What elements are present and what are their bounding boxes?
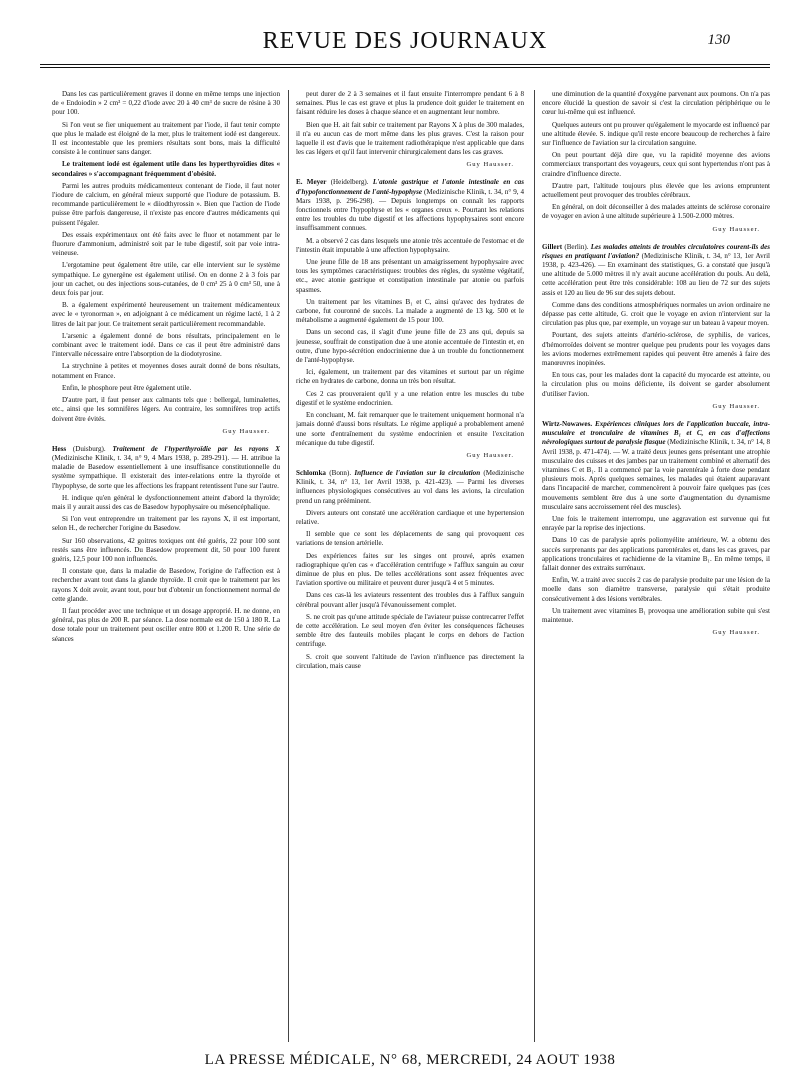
article-title: L'atonie gastrique et l'atonie intestinale en cas d'hypofonctionnement de l'anté-hypophyse bbox=[296, 178, 524, 196]
paragraph: Bien que H. ait fait subir ce traitement par Rayons X à plus de 300 malades, il n'a eu aucun cas de mort même dans les plus graves. C'est la raison pour laquelle il est d'avis que le traitement radiothérapique n'est applicable que dans les cas légers et qu'il faut intervenir chirurgicalement dans les cas graves. bbox=[296, 120, 524, 157]
article-city: (Duisburg). bbox=[72, 444, 106, 453]
article-city: (Bonn). bbox=[329, 468, 352, 477]
article-author: Wirtz-Nowawes. bbox=[542, 419, 593, 428]
article-title: Expériences cliniques lors de l'application buccale, intra-musculaire et tronculaire de vitamines B₁ et C, en cas d'affections névrologiques surtout de paralysie flasque bbox=[542, 419, 770, 447]
paragraph: H. indique qu'en général le dysfonctionnement atteint d'abord la thyroïde; mais il y aurait aussi des cas de Basedow hypophysaire ou mésencéphalique. bbox=[52, 493, 280, 511]
paragraph: Dans ces cas-là les aviateurs ressentent des troubles dus à l'afflux sanguin cérébral pouvant aller jusqu'à l'évanouissement complet. bbox=[296, 591, 524, 609]
article-heading bbox=[52, 445, 280, 491]
article-reference: (Medizinische Klinik, t. 34, n° 14, 8 Avril 1938, p. 471-474). — W. a traité deux jeunes gens présentant une atrophie musculaire des cuisses et des jambes par un traitement combiné et alternatif des vitamines C et B₁. Il a commencé par la voie parentérale à forte dose pendant plusieurs mois. Après quelques semaines, les malades qui étaient auparavant dans l'incapacité de marcher, commencèrent à pouvoir faire quelques pas (ces mouvements semblent être dus à une sorte d'augmentation du dynamisme musculaire sans accroissement réel des muscles). bbox=[542, 438, 770, 511]
article-title: Les malades atteints de troubles circulatoires courent-ils des risques en pratiquant l'aviation? bbox=[542, 242, 770, 260]
article-reference: (Medizinische Klinik, t. 34, n° 13, 1er Avril 1938, p. 421-423). — Parmi les diverses influences physiologiques consécutives au vol dans les avions, la circulation prend un rang prééminent. bbox=[296, 468, 524, 505]
paragraph: S. croit que souvent l'altitude de l'avion n'influence pas directement la circulation, mais cause bbox=[296, 652, 524, 670]
paragraph: Il faut procéder avec une technique et un dosage approprié. H. ne donne, en général, pas plus de 200 R. par séance. La dose normale est de 150 à 180 R. La dose totale pour un traitement peut osciller entre 800 et 1.200 R. Une série de séances bbox=[52, 606, 280, 643]
paragraph: D'autre part, l'altitude toujours plus élevée que les avions empruntent actuellement peut provoquer des troubles cérébraux. bbox=[542, 181, 770, 200]
article-author: Hess bbox=[52, 444, 67, 453]
article-heading bbox=[542, 243, 770, 298]
article-author: Gillert bbox=[542, 242, 563, 251]
paragraph: Un traitement avec vitamines B₁ provoqua une amélioration subite qui s'est maintenue. bbox=[542, 606, 770, 624]
paragraph: Une jeune fille de 18 ans présentant un amaigrissement hypophysaire avec tous les symptômes caractéristiques: troubles des règles, du système végétatif, etc., avec atonie gastrique et constipation intestinale par atonie ou parfois spasmes. bbox=[296, 258, 524, 294]
paragraph: L'ergotamine peut également être utile, car elle intervient sur le système sympathique. Le gynergène est également utilisé. On en donne 2 à 3 fois par jour un cachet, ou des injections sous-cutanées, de 0 cm³ 25 à 0 cm³ 50, une à deux fois par jour. bbox=[52, 261, 280, 298]
paragraph: Le traitement iodé est également utile dans les hyperthyroïdies dites « secondaires » s'accompagnant fréquemment d'obésité. bbox=[52, 160, 280, 178]
column-2 bbox=[296, 90, 524, 1042]
article-title: Traitement de l'hyperthyroïdie par les rayons X bbox=[112, 444, 280, 453]
header-rule bbox=[40, 64, 770, 65]
article-title: Influence de l'aviation sur la circulation bbox=[354, 468, 481, 477]
paragraph: La strychnine à petites et moyennes doses aurait donné de bons résultats, notamment en France. bbox=[52, 362, 280, 380]
article-reference: (Medizinische Klinik, t. 34, n° 13, 1er Avril 1938, p. 423-426). — En examinant des statistiques, G. a constaté que jusqu'à une altitude de 5.000 mètres il n'y avait aucune accélération du pouls. Au delà, cette accélération peut être très considérable: 108 au lieu de 72 sur des sujets assis et 120 au lieu de 96 sur des sujets debout. bbox=[542, 251, 770, 297]
paragraph: Des expériences faites sur les singes ont prouvé, après examen radiographique qu'en cas « d'accélération centrifuge » l'afflux sanguin au cœur diminue de plus en plus. De telles accélérations sont assez fréquentes avec l'aviation sportive ou militaire et peuvent durer jusqu'à 4 et 5 minutes. bbox=[296, 551, 524, 588]
paragraph: M. a observé 2 cas dans lesquels une atonie très accentuée de l'estomac et de l'intestin était imputable à une affection hypophysaire. bbox=[296, 236, 524, 254]
paragraph: Ces 2 cas prouveraient qu'il y a une relation entre les muscles du tube digestif et le système endocrinien. bbox=[296, 389, 524, 407]
article-heading bbox=[296, 469, 524, 506]
article-city: (Berlin). bbox=[564, 242, 589, 251]
paragraph: Il constate que, dans la maladie de Basedow, l'origine de l'affection est à rechercher avant tout dans la glande thyroïde. Il croit que le traitement par les rayons X doit avoir, avant tout, pour but d'obtenir un fonctionnement normal de cette glande. bbox=[52, 567, 280, 603]
article-heading bbox=[542, 420, 770, 512]
header-rule-thin bbox=[40, 67, 770, 68]
author-signature: Guy Hausser. bbox=[222, 427, 270, 435]
article-columns bbox=[52, 90, 772, 1042]
paragraph: Si l'on veut se fier uniquement au traitement par l'iode, il faut tenir compte que plus le malade est éloigné de la mer, plus le traitement iodé est dangereux. Il est incontestable que les premiers résultats sont bons, mais la difficulté consiste à le continuer sans danger. bbox=[52, 120, 280, 157]
paragraph: Pourtant, des sujets atteints d'artério-sclérose, de syphilis, de varices, d'hémorroïdes doivent se montrer quelque peu prudents pour les voyages dans les avions modernes extrêmement rapides qui peuvent être amenés à faire des manœuvres inopinées. bbox=[542, 331, 770, 368]
article-heading bbox=[296, 178, 524, 233]
author-signature: Guy Hausser. bbox=[466, 451, 514, 459]
paragraph: S. ne croit pas qu'une attitude spéciale de l'aviateur puisse contrecarrer l'effet de cette accélération. Le seul moyen d'en éviter les conséquences fâcheuses semble être des fauteuils mobiles plaçant le corps en dehors de l'action centrifuge. bbox=[296, 612, 524, 649]
column-divider bbox=[288, 90, 289, 1042]
page-title: REVUE DES JOURNAUX bbox=[262, 28, 548, 54]
paragraph: Dans un second cas, il s'agit d'une jeune fille de 23 ans qui, depuis sa jeunesse, souffrait de constipation due à une atonie accentuée de l'intestin et, en outre, d'une hypo-sécrétion endocrinienne due à un trouble du fonctionnement de l'anté-hypophyse. bbox=[296, 328, 524, 365]
paragraph: En général, on doit déconseiller à des malades atteints de sclérose coronaire de voyager en avion à une altitude supérieure à 1.500-2.000 mètres. bbox=[542, 203, 770, 221]
paragraph: Sur 160 observations, 42 goitres toxiques ont été guéris, 22 pour 100 sont restés sans être influencés. Du Basedow proprement dit, 50 pour 100 furent guéris, 12,5 pour 100 non influencés. bbox=[52, 536, 280, 563]
author-signature: Guy Hausser. bbox=[712, 402, 760, 410]
paragraph: Enfin, W. a traité avec succès 2 cas de paralysie produite par une lésion de la moelle dans son diamètre transverse, paralysie qui s'était produite consécutivement à des lésions vertébrales. bbox=[542, 576, 770, 603]
paragraph: B. a également expérimenté heureusement un traitement médicamenteux avec le « tyronorman », en adjoignant à ce médicament un régime lacté, 1 à 2 litres de lait par jour. Ce traitement serait particulièrement recommandable. bbox=[52, 301, 280, 328]
paragraph: L'arsenic a également donné de bons résultats, principalement en le combinant avec le traitement iodé. Dans ce cas il peut être administré dans l'intervalle nécessaire entre l'absorption de la diodotyrosine. bbox=[52, 331, 280, 359]
paragraph: En tous cas, pour les malades dont la capacité du myocarde est atteinte, ou la circulation plus ou moins déficiente, ils doivent se garder absolument d'utiliser l'avion. bbox=[542, 371, 770, 398]
author-signature: Guy Hausser. bbox=[712, 225, 760, 233]
paragraph: On peut pourtant déjà dire que, vu la rapidité moyenne des avions commerciaux transportant des voyageurs, ceux qui sont hypertendus n'ont pas à craindre d'influence directe. bbox=[542, 151, 770, 178]
paragraph: une diminution de la quantité d'oxygène parvenant aux poumons. On n'a pas encore élucidé la question de savoir si c'est la circulation périphérique ou le cœur lui-même qui est influencé. bbox=[542, 90, 770, 117]
page-header bbox=[40, 20, 770, 66]
paragraph: Quelques auteurs ont pu prouver qu'également le myocarde est influencé par une altitude élevée. S. indique qu'il reste encore beaucoup de recherches à faire sur l'influence de l'aviation sur la circulation sanguine. bbox=[542, 120, 770, 148]
paragraph: Ici, également, un traitement par des vitamines et surtout par un régime riche en hydrates de carbone, donna un très bon résultat. bbox=[296, 368, 524, 386]
column-divider bbox=[534, 90, 535, 1042]
paragraph: Enfin, le phosphore peut être également utile. bbox=[62, 383, 192, 392]
paragraph: Si l'on veut entreprendre un traitement par les rayons X, il est important, selon H., de rechercher l'origine du Basedow. bbox=[52, 515, 280, 533]
paragraph: Dans les cas particulièrement graves il donne en même temps une injection de « Endoiodin » 2 cm³ = 0,22 d'iode avec 20 à 40 cm³ de sucre de résine à 30 pour 100. bbox=[52, 90, 280, 117]
article-author: Schlomka bbox=[296, 468, 326, 477]
article-reference: (Medizinische Klinik, t. 34, n° 9, 4 Mars 1938, p. 296-298). — Depuis longtemps on connaît les rapports fonctionnels entre l'hypophyse et les « organes creux ». Pourtant les relations entre les troubles du tube digestif et les affections hypophysaires sont encore insuffisamment connues. bbox=[296, 187, 524, 233]
paragraph: peut durer de 2 à 3 semaines et il faut ensuite l'interrompre pendant 6 à 8 semaines. Plus le cas est grave et plus la prudence doit guider le traitement en faisant réduire les doses à chaque séance et en augmentant leur nombre. bbox=[296, 90, 524, 117]
paragraph: Divers auteurs ont constaté une accélération cardiaque et une hypertension relative. bbox=[296, 508, 524, 526]
paragraph: Un traitement par les vitamines B₁ et C, ainsi qu'avec des hydrates de carbone, fut couronné de succès. La malade a augmenté de 13 kg. 500 et le métabolisme a augmenté également de 15 pour 100. bbox=[296, 297, 524, 325]
paragraph: En concluant, M. fait remarquer que le traitement uniquement hormonal n'a jamais donné d'aussi bons résultats. Le régime appliqué a probablement amené une sorte d'entraînement du système endocrinien et ensuite l'excitation mécanique du tube digestif. bbox=[296, 411, 524, 447]
author-signature: Guy Hausser. bbox=[466, 161, 514, 169]
paragraph: D'autre part, il faut penser aux calmants tels que : bellergal, luminalettes, etc., ainsi que les somnifères légers. Au contraire, les somnifères trop actifs doivent être évités. bbox=[52, 396, 280, 423]
page-number: 130 bbox=[707, 32, 730, 48]
paragraph: Une fois le traitement interrompu, une aggravation est survenue qui fut enrayée par la reprise des injections. bbox=[542, 514, 770, 533]
author-signature: Guy Hausser. bbox=[712, 629, 760, 637]
article-author: E. Meyer bbox=[296, 178, 327, 187]
page-footer: LA PRESSE MÉDICALE, N° 68, MERCREDI, 24 AOUT 1938 bbox=[204, 1052, 616, 1068]
article-reference: (Medizinische Klinik, t. 34, n° 9, 4 Mars 1938, p. 289-291). — H. attribue la maladie de Basedow essentiellement à une insuffisance constitutionnelle du système sympathique. Il existerait des inter-relations entre la thyroïde et l'hypophyse, de sorte que les affections les frappant retentissent l'une sur l'autre. bbox=[52, 453, 280, 490]
paragraph: Comme dans des conditions atmosphériques normales un avion ordinaire ne dépasse pas cette altitude, G. croit que le voyage en avion n'intervient sur la circulation pas plus que, par exemple, un voyage sur un bateau à vapeur moyen. bbox=[542, 300, 770, 328]
column-1 bbox=[52, 90, 280, 1042]
paragraph: Des essais expérimentaux ont été faits avec le fluor et notamment par le fluorure d'ammonium, administré soit par le tube digestif, soit par voie intra-veineuse. bbox=[52, 230, 280, 258]
article-city: (Heidelberg). bbox=[330, 178, 369, 187]
paragraph: Il semble que ce sont les déplacements de sang qui provoquent ces variations de tension artérielle. bbox=[296, 530, 524, 548]
paragraph: Parmi les autres produits médicamenteux contenant de l'iode, il faut noter l'iodure de calcium, en général mieux supporté que l'iodure de potassium. B. recommande particulièrement le « diiodthyrossin ». Bien que l'action de l'iode puisse être parfois dangereuse, il n'existe pas encore d'autres médicaments qui puissent l'égaler. bbox=[52, 181, 280, 227]
paragraph: Dans 10 cas de paralysie après poliomyélite antérieure, W. a obtenu des succès surprenants par des applications parentérales et, dans les cas graves, par applications tronculaires et rachidienne de la vitamine B₁. En même temps, il fallait donner des extraits surrénaux. bbox=[542, 536, 770, 572]
column-3 bbox=[542, 90, 770, 1042]
